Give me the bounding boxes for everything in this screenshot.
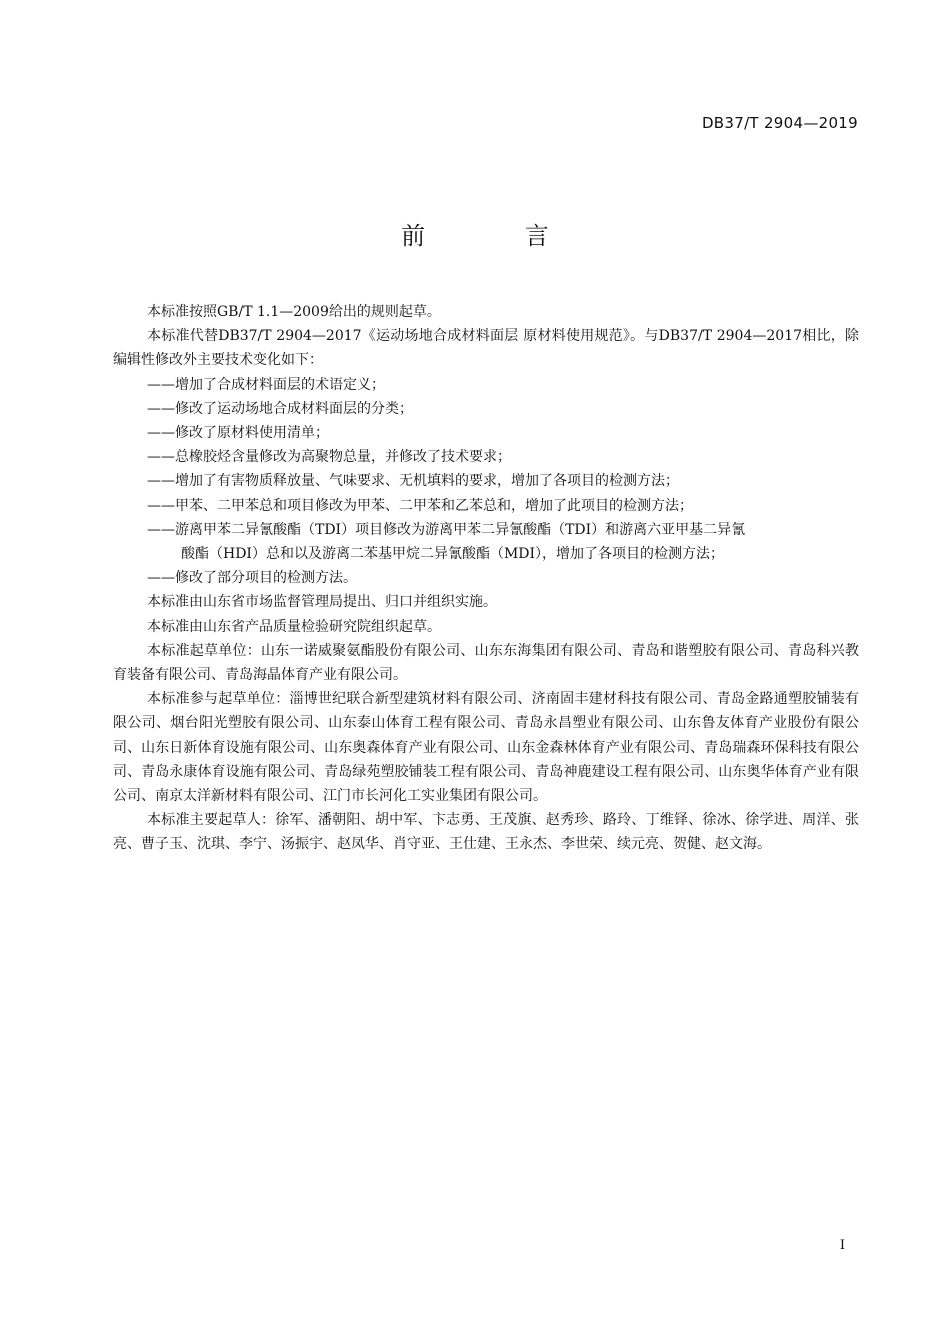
list-item: ——甲苯、二甲苯总和项目修改为甲苯、二甲苯和乙苯总和，增加了此项目的检测方法； [147, 497, 693, 514]
list-item: ——修改了运动场地合成材料面层的分类； [147, 400, 413, 417]
paragraph-organizer: 本标准由山东省产品质量检验研究院组织起草。 [147, 618, 441, 635]
paragraph-participating-units: 本标准参与起草单位：淄博世纪联合新型建筑材料有限公司、济南固丰建材科技有限公司、青岛金路通塑胶铺装有限公司、烟台阳光塑胶有限公司、山东泰山体育工程有限公司、青岛永昌塑业有限公司、山东鲁友体育产业股份有限公司、山东日新体育设施有限公司、山东奥森体育产业有限公司、山东金森林体育产业有限公司、青岛瑞森环保科技有限公司、青岛永康体育设施有限公司、青岛绿苑塑胶铺装工程有限公司、青岛神鹿建设工程有限公司、山东奥华体育产业有限公司、南京太洋新材料有限公司、江门市长河化工实业集团有限公司。 [113, 691, 859, 805]
paragraph-proposer: 本标准由山东省市场监督管理局提出、归口并组织实施。 [147, 594, 497, 611]
list-item: ——增加了合成材料面层的术语定义； [147, 376, 385, 393]
list-item: ——增加了有害物质释放量、气味要求、无机填料的要求，增加了各项目的检测方法； [147, 473, 679, 490]
list-item: ——修改了部分项目的检测方法。 [147, 570, 357, 587]
standard-code: DB37/T 2904—2019 [701, 114, 858, 132]
paragraph-replacement: 本标准代替DB37/T 2904—2017《运动场地合成材料面层 原材料使用规范》。与DB37/T 2904—2017相比，除编辑性修改外主要技术变化如下： [113, 328, 859, 369]
list-item-tdi: ——游离甲苯二异氰酸酯（TDI）项目修改为游离甲苯二异氰酸酯（TDI）和游离六亚甲基二异氰 [147, 521, 746, 538]
paragraph-main-drafters: 本标准主要起草人：徐军、潘朝阳、胡中军、卞志勇、王茂旗、赵秀珍、路玲、丁维铎、徐冰、徐学进、周洋、张亮、曹子玉、沈琪、李宁、汤振宇、赵凤华、肖守亚、王仕建、王永杰、李世荣、续元亮、贺健、赵文海。 [113, 812, 859, 853]
list-item-tdi-continued: 酸酯（HDI）总和以及游离二苯基甲烷二异氰酸酯（MDI），增加了各项目的检测方法； [181, 546, 725, 563]
foreword-body [113, 300, 859, 857]
page-title: 前 言 [401, 222, 595, 250]
list-item: ——修改了原材料使用清单； [147, 425, 329, 442]
page-number: I [839, 1238, 845, 1253]
paragraph-drafting-units: 本标准起草单位：山东一诺威聚氨酯股份有限公司、山东东海集团有限公司、青岛和谐塑胶有限公司、青岛科兴教育装备有限公司、青岛海晶体育产业有限公司。 [113, 642, 859, 684]
list-item: ——总橡胶烃含量修改为高聚物总量，并修改了技术要求； [147, 449, 511, 466]
paragraph-drafting-rule: 本标准按照GB/T 1.1—2009给出的规则起草。 [147, 304, 441, 320]
